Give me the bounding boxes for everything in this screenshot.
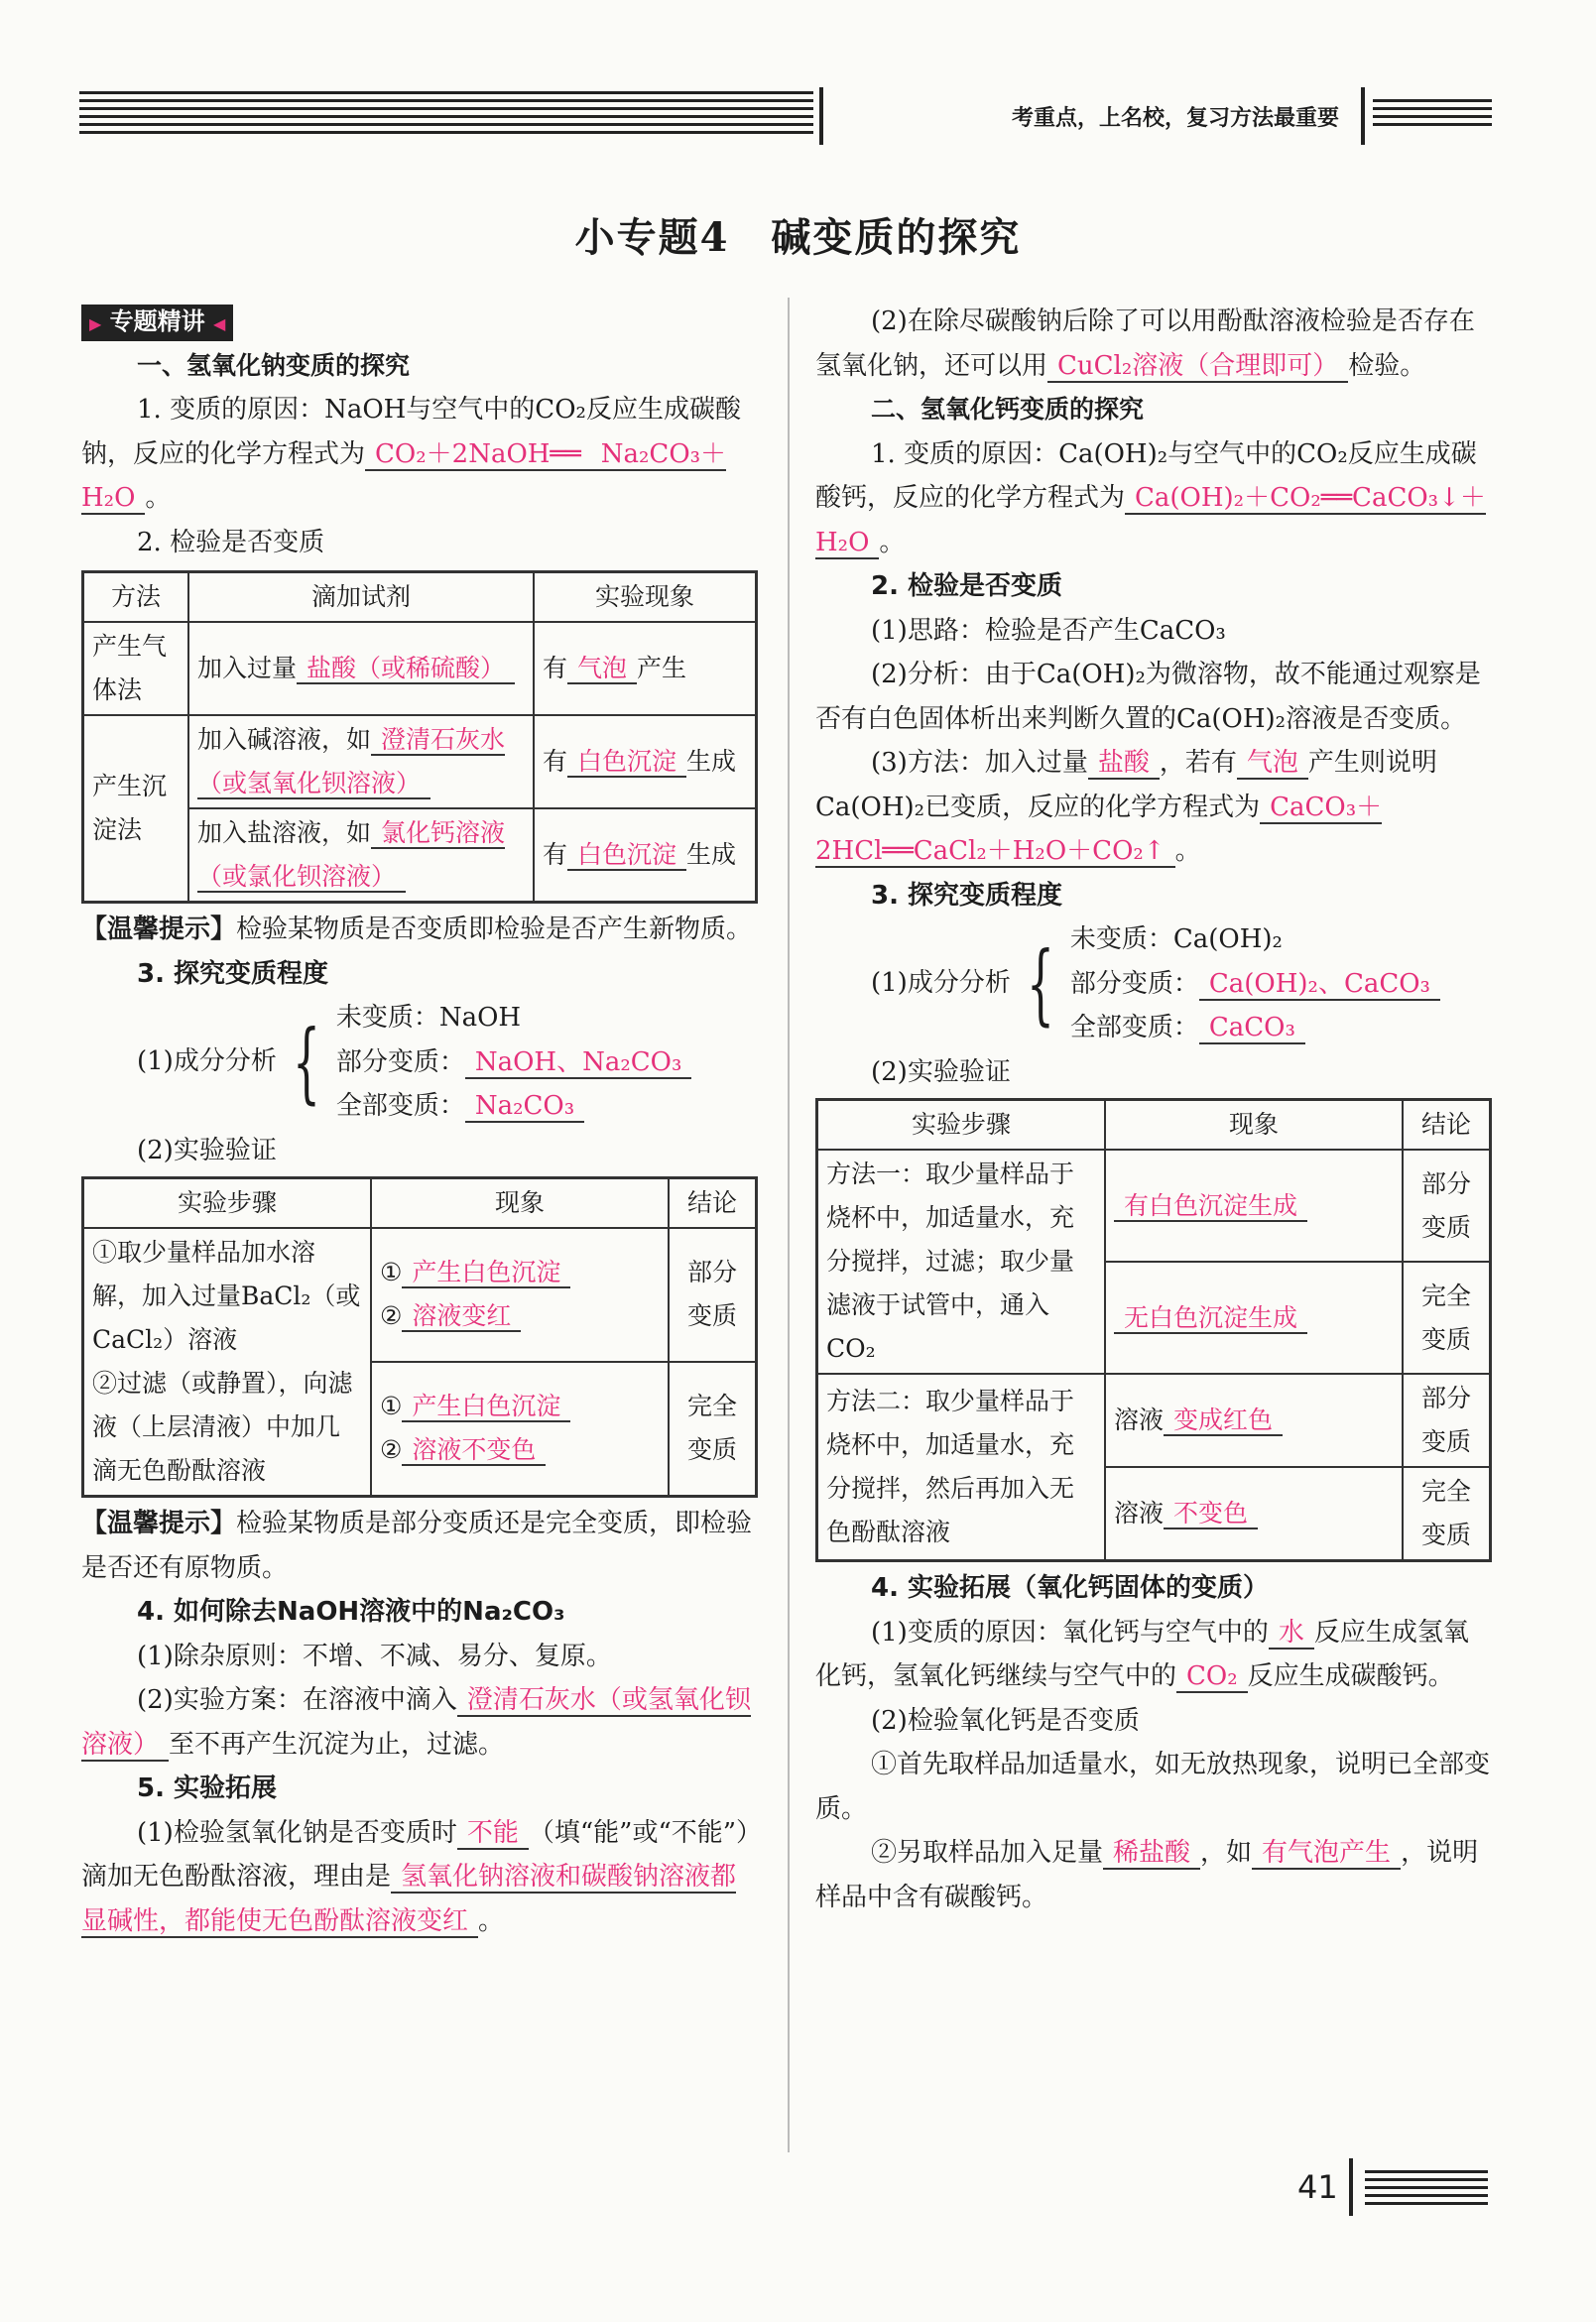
cao-q4-2b [815,1831,1492,1919]
header-divider-right [1361,87,1365,145]
tip-label: 【温馨提示】 [81,1509,237,1538]
phenomenon-cell [534,808,757,903]
th-step: 实验步骤 [83,1178,372,1229]
answer: 白色沉淀 [567,840,686,871]
text: 全部变质： [335,1091,465,1121]
section-heading-caoh2: 二、氢氧化钙变质的探究 [871,395,1145,424]
answer: 澄清石灰水（或氢氧化钡溶液） [81,1685,751,1760]
answer: CO₂ [1176,1661,1248,1693]
th-reagent: 滴加试剂 [188,572,534,623]
column-divider [788,298,790,2152]
text: 部分变质： [1069,968,1199,999]
reagent-cell [188,622,534,715]
answer: 盐酸 [1088,748,1160,780]
caoh2-q3: 3. 探究变质程度 [871,880,1063,911]
th-phen: 现象 [371,1178,669,1229]
footer-rule [1365,2170,1488,2210]
caoh2-q1 [815,432,1492,565]
comp-part [336,1040,692,1085]
text: 生成 [686,840,737,869]
naoh-q5-1 [81,1811,758,1944]
text: 有 [543,747,568,776]
text: 部分变质： [335,1046,465,1077]
phen-cell [1105,1262,1403,1374]
th-step: 实验步骤 [817,1100,1106,1151]
text: 至不再产生沉淀为止，过滤。 [169,1729,505,1760]
text: 1. 变质的原因：Ca(OH)₂与空气中的CO₂反应生成碳酸钙，反应的化学方程式为 [815,438,1477,513]
tip-label: 【温馨提示】 [81,915,237,944]
text: ②另取样品加入足量 [871,1838,1104,1868]
header-slogan: 考重点，上名校，复习方法最重要 [1012,106,1340,131]
th-method: 方法 [83,572,189,623]
answer: CaCO₃＋2HCl══CaCl₂＋H₂O＋CO₂↑ [815,792,1383,866]
text: 加入盐溶液，如 [197,818,372,847]
tip-text: 检验某物质是部分变质还是完全变质，即检验是否还有原物质。 [81,1509,753,1583]
naoh-verify-table [81,1176,758,1498]
text: 。 [478,1905,505,1936]
text: 反应生成碳酸钙。 [1247,1661,1454,1691]
text: ，说明样品中含有碳酸钙。 [815,1838,1479,1912]
text: 。 [879,527,906,557]
cao-q4-2: (2)检验氧化钙是否变质 [871,1705,1140,1736]
num: ① [380,1258,403,1287]
answer: CuCl₂溶液（合理即可） [1047,351,1348,383]
header-rule-left [79,91,813,141]
answer: 不能 [457,1818,529,1850]
phen-cell [371,1228,669,1362]
text: 溶液 [1114,1499,1165,1528]
answer: CO₂＋2NaOH══ [365,439,591,471]
text: (2)在除尽碳酸钠后除了可以用酚酞溶液检验是否存在氢氧化钠，还可以用 [815,306,1475,381]
step-cell: 方法一：取少量样品于烧杯中，加适量水，充分搅拌，过滤；取少量滤液于试管中，通入CO₂ [817,1150,1106,1374]
badge-label: 专题精讲 [109,307,205,335]
page-number: 41 [1297,2168,1338,2206]
answer: CaCO₃ [1199,1013,1305,1044]
right-column [815,300,1492,1919]
text: 产生则说明Ca(OH)₂已变质，反应的化学方程式为 [815,748,1437,822]
num: ① [380,1392,403,1421]
phen-cell [1105,1374,1403,1467]
answer: 稀盐酸 [1103,1838,1200,1870]
answer: 溶液变红 [402,1301,521,1332]
naoh-r0 [815,300,1492,388]
naoh-q4: 4. 如何除去NaOH溶液中的Na₂CO₃ [137,1597,565,1627]
naoh-q4-2 [81,1678,758,1767]
answer: 产生白色沉淀 [402,1392,570,1422]
step-cell: ①取少量样品加水溶解，加入过量BaCl₂（或CaCl₂）溶液 ②过滤（或静置），向滤液（上层清液）中加几滴无色酚酞溶液 [83,1228,372,1497]
text: 加入过量 [197,654,298,682]
text: 反应生成氢氧化钙，氢氧化钙继续与空气中的 [815,1617,1469,1691]
naoh-q1 [81,388,758,521]
text: 加入碱溶液，如 [197,725,372,754]
concl-cell: 部分变质 [669,1228,757,1362]
text: 有 [543,840,568,869]
concl-cell: 部分变质 [1403,1150,1491,1262]
naoh-q3: 3. 探究变质程度 [137,958,329,989]
text: 生成 [686,747,737,776]
answer: 气泡 [1237,748,1308,780]
answer: NaOH、Na₂CO₃ [465,1047,692,1079]
brace-icon: { [1026,931,1054,1035]
answer: 白色沉淀 [567,747,686,778]
comp-label: (1)成分分析 [871,967,1011,998]
text: (2)实验方案：在溶液中滴入 [137,1685,457,1715]
caoh2-verify: (2)实验验证 [871,1056,1011,1087]
comp-label: (1)成分分析 [137,1045,277,1076]
answer: 氯化钙溶液（或氯化钡溶液） [197,818,506,891]
phenomenon-cell [534,622,757,715]
text: (1)变质的原因：氧化钙与空气中的 [871,1617,1269,1648]
comp-all [1070,1006,1440,1050]
th-concl: 结论 [669,1178,757,1229]
naoh-q2: 2. 检验是否变质 [137,527,325,557]
footer-divider [1349,2158,1353,2216]
answer: 澄清石灰水（或氢氧化钡溶液） [197,725,506,797]
cao-q4-2a: ①首先取样品加适量水，如无放热现象，说明已全部变质。 [815,1750,1491,1824]
naoh-q5: 5. 实验拓展 [137,1773,278,1803]
th-phen: 现象 [1105,1100,1403,1151]
answer: 水 [1269,1618,1314,1650]
comp-stack [1070,917,1440,1050]
method-precip: 产生沉淀法 [83,715,189,903]
text: 全部变质： [1069,1013,1199,1042]
text: 检验。 [1348,350,1426,381]
header-rule-right [1373,99,1492,131]
comp-part [1070,962,1440,1007]
answer: Na₂CO₃＋H₂O [81,438,727,513]
naoh-verify: (2)实验验证 [137,1135,277,1165]
method-gas: 产生气体法 [83,622,189,715]
answer: 气泡 [567,654,637,684]
header-divider [819,87,823,145]
text: (3)方法：加入过量 [871,748,1088,778]
phen-cell [1105,1150,1403,1262]
text: ，若有 [1159,748,1237,778]
text: 1. 变质的原因：NaOH与空气中的CO₂反应生成碳酸钠，反应的化学方程式为 [81,395,741,469]
page-title: 小专题4 碱变质的探究 [574,214,1022,261]
phen-cell [371,1362,669,1497]
section-badge: ▶ 专题精讲 ◀ [81,305,233,341]
text: 。 [145,483,172,513]
naoh-composition [81,996,758,1129]
answer: 溶液不变色 [402,1435,546,1466]
text: ，如 [1200,1838,1253,1868]
answer: 无白色沉淀生成 [1114,1303,1307,1334]
text: 产生 [637,654,687,682]
concl-cell: 完全变质 [1403,1262,1491,1374]
answer: Ca(OH)₂、CaCO₃ [1199,969,1440,1001]
answer: 盐酸（或稀硫酸） [297,654,515,684]
comp-stack [336,996,692,1129]
answer: 不变色 [1164,1499,1258,1529]
tip-text: 检验某物质是否变质即检验是否产生新物质。 [236,915,753,944]
section-heading-naoh: 一、氢氧化钠变质的探究 [137,350,411,380]
comp-none: 未变质：NaOH [335,1003,522,1033]
cao-q4: 4. 实验拓展（氧化钙固体的变质） [871,1573,1270,1603]
caoh2-verify-table [815,1098,1492,1562]
num: ② [380,1301,403,1331]
reagent-cell [188,808,534,903]
th-concl: 结论 [1403,1100,1491,1151]
naoh-q4-1: (1)除杂原则：不增、不减、易分、复原。 [137,1641,612,1671]
text: 有 [543,654,568,682]
left-column [81,300,758,1943]
concl-cell: 完全变质 [1403,1467,1491,1561]
caoh2-q2-2: (2)分析：由于Ca(OH)₂为微溶物，故不能通过观察是否有白色固体析出来判断久置的Ca(OH)₂溶液是否变质。 [815,660,1481,734]
comp-none: 未变质：Ca(OH)₂ [1069,924,1283,954]
reagent-cell [188,715,534,808]
th-phenomenon: 实验现象 [534,572,757,623]
tip-2 [81,1502,758,1590]
concl-cell: 完全变质 [669,1362,757,1497]
cao-q4-1 [815,1611,1492,1699]
text: (1)检验氢氧化钠是否变质时 [137,1817,457,1848]
text: （填“能”或“不能”）滴加无色酚酞溶液，理由是 [81,1817,750,1892]
brace-icon: { [292,1010,320,1113]
num: ② [380,1435,403,1465]
answer: Na₂CO₃ [465,1091,584,1123]
caoh2-composition [815,917,1492,1050]
comp-all [336,1084,692,1129]
phen-cell [1105,1467,1403,1561]
answer: 变成红色 [1164,1405,1283,1436]
answer: 产生白色沉淀 [402,1258,570,1288]
step-cell: 方法二：取少量样品于烧杯中，加适量水，充分搅拌，然后再加入无色酚酞溶液 [817,1374,1106,1561]
caoh2-q2-3 [815,741,1492,874]
answer: 氢氧化钠溶液和碳酸钠溶液都显碱性，都能使无色酚酞溶液变红 [81,1862,737,1936]
text: 。 [1174,836,1201,866]
concl-cell: 部分变质 [1403,1374,1491,1467]
answer: Ca(OH)₂＋CO₂══CaCO₃↓＋H₂O [815,483,1486,557]
text: 溶液 [1114,1405,1165,1434]
caoh2-q2: 2. 检验是否变质 [871,571,1063,601]
tip-1 [81,908,758,952]
naoh-test-table [81,570,758,904]
phenomenon-cell [534,715,757,808]
caoh2-q2-1: (1)思路：检验是否产生CaCO₃ [871,615,1226,646]
answer: 有白色沉淀生成 [1114,1191,1307,1222]
answer: 有气泡产生 [1252,1838,1401,1870]
